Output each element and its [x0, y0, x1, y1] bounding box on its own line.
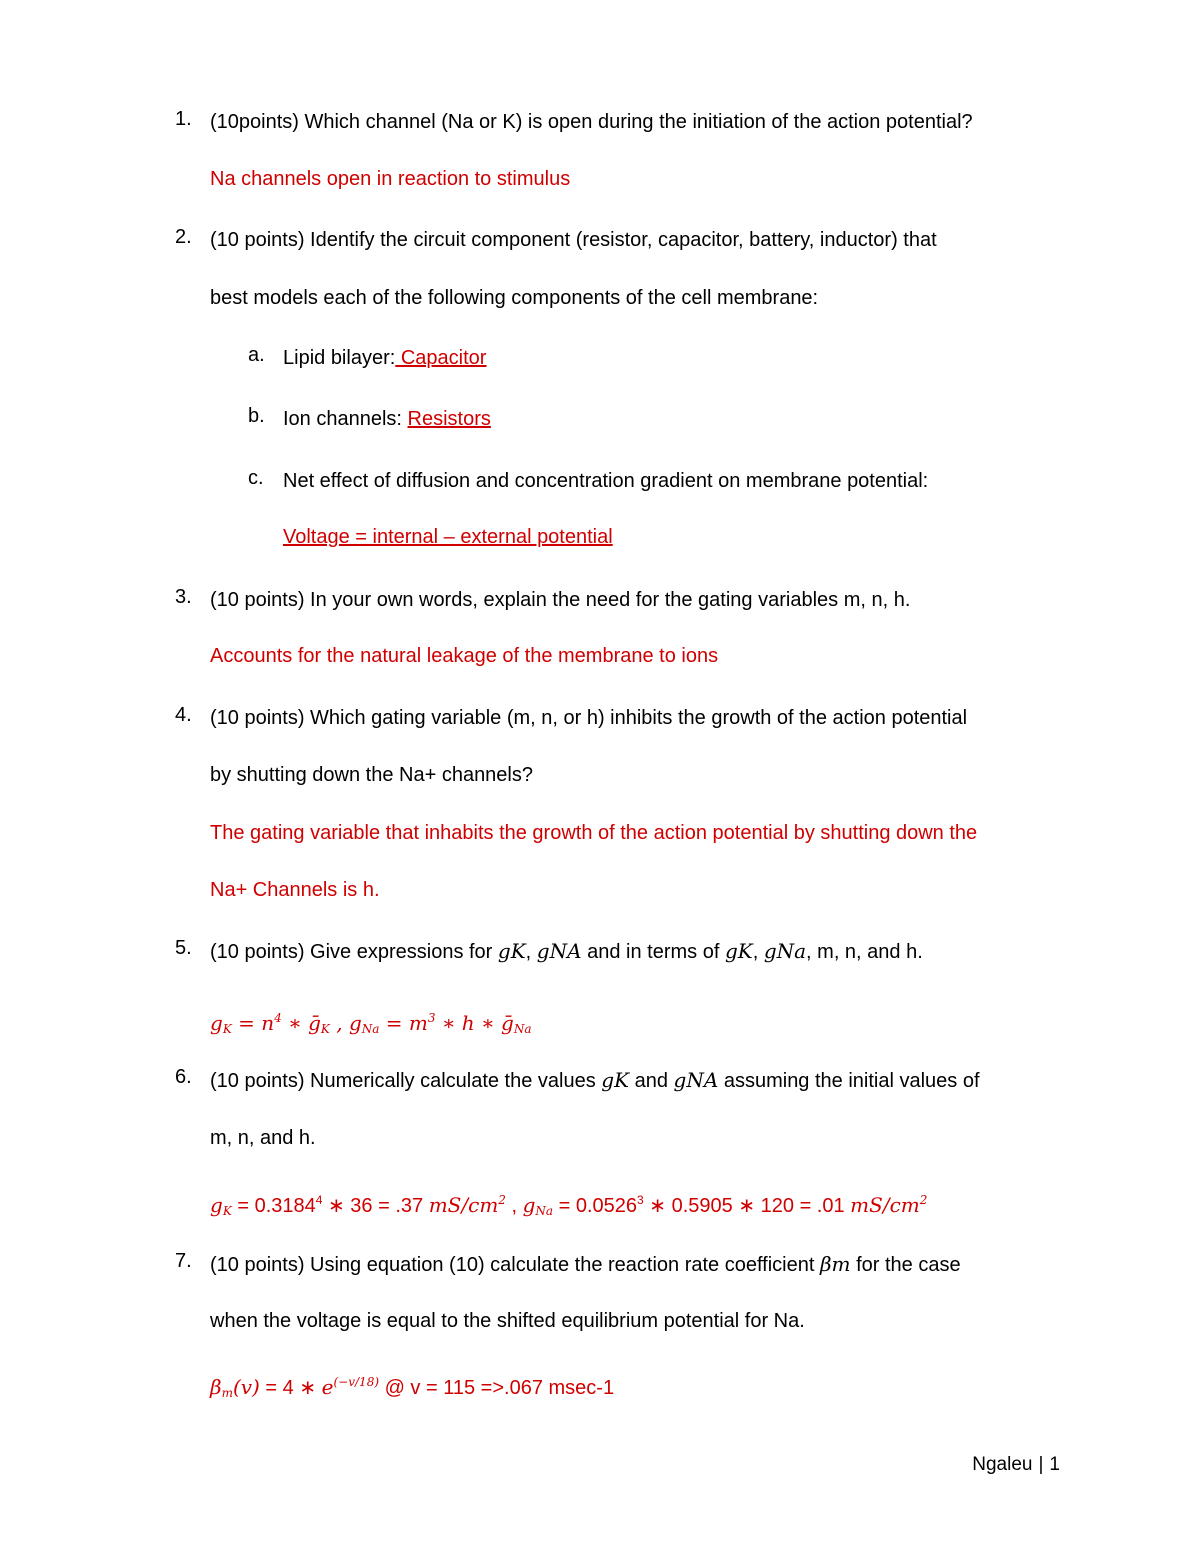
q2a-answer: Capacitor — [395, 347, 487, 369]
footer-author: Ngaleu — [972, 1454, 1033, 1475]
q2c-text: Net effect of diffusion and concentration gradient on membrane potential: — [283, 470, 929, 492]
q2a-item — [283, 344, 486, 372]
q5-ans-m-sup: 3 — [427, 1011, 436, 1025]
q7-question-line2: when the voltage is equal to the shifted equilibrium potential for Na. — [210, 1310, 805, 1332]
page-footer — [972, 1454, 1060, 1476]
q6-ans-part2: ∗ 36 = .37 — [322, 1195, 429, 1217]
q5-gK: gK — [497, 939, 526, 963]
q7-answer-formula — [210, 1368, 614, 1407]
q2b-answer: Resistors — [407, 408, 491, 430]
q5-gNA: gNA — [536, 939, 582, 963]
q3-answer: Accounts for the natural leakage of the membrane to ions — [210, 645, 719, 667]
q5-gK-2: gK — [724, 939, 753, 963]
q5-answer-formula — [210, 1004, 531, 1043]
q2a-label: a. — [248, 344, 265, 366]
q7-beta: βm — [819, 1252, 851, 1276]
q5-ans-mid1: ∗ ḡ — [281, 1011, 321, 1035]
q6-ans-g: g — [210, 1193, 223, 1217]
q2-question-line2: best models each of the following components of the cell membrane: — [210, 287, 819, 309]
q6-ans-g2: g — [522, 1193, 536, 1217]
q6-ans-unitsup1: 2 — [498, 1193, 506, 1207]
q7-number: 7. — [175, 1250, 192, 1272]
q6-text-2: and — [629, 1070, 674, 1092]
q6-answer-formula — [210, 1186, 927, 1225]
q2-number: 2. — [175, 226, 192, 248]
q5-ans-gK: g — [210, 1011, 223, 1035]
q5-ans-gbarNa-sub: Na — [513, 1022, 532, 1036]
q5-text-3: , m, n, and h. — [806, 941, 923, 963]
q4-number: 4. — [175, 704, 192, 726]
q6-ans-part1: = 0.3184 — [231, 1195, 316, 1217]
q7-question-line1 — [210, 1250, 961, 1279]
q7-ans-beta-sub: m — [221, 1386, 233, 1400]
q5-gNa: gNa — [763, 939, 807, 963]
q7-ans-exp: (−v/18) — [333, 1375, 380, 1389]
footer-page-number: 1 — [1049, 1454, 1060, 1475]
q6-gNA: gNA — [673, 1068, 719, 1092]
q6-ans-part3: = 0.0526 — [553, 1195, 638, 1217]
q7-ans-e: e — [321, 1375, 334, 1399]
q1-answer: Na channels open in reaction to stimulus — [210, 168, 571, 190]
q6-ans-sup2: 3 — [637, 1193, 644, 1207]
q6-text-3: assuming the initial values of — [718, 1070, 980, 1092]
q5-text-2: and in terms of — [581, 941, 725, 963]
q6-ans-unitsup2: 2 — [919, 1193, 928, 1207]
q7-ans-rest: @ v = 115 =>.067 msec-1 — [379, 1377, 615, 1399]
q6-ans-unit1: mS/cm — [428, 1193, 499, 1217]
q5-ans-gK-sub: K — [222, 1022, 232, 1036]
q5-number: 5. — [175, 937, 192, 959]
q7-ans-eq: = 4 ∗ — [259, 1377, 322, 1399]
q6-number: 6. — [175, 1066, 192, 1088]
q7-text-2: for the case — [850, 1254, 961, 1276]
q5-ans-sep: , — [329, 1011, 349, 1035]
q3-question: (10 points) In your own words, explain the need for the gating variables m, n, h. — [210, 589, 911, 611]
q5-question — [210, 937, 923, 966]
q4-answer-line2: Na+ Channels is h. — [210, 879, 380, 901]
q2b-text: Ion channels: — [283, 408, 408, 430]
q6-ans-g-sub: K — [222, 1204, 232, 1218]
footer-separator: | — [1038, 1454, 1044, 1475]
q7-text-1: (10 points) Using equation (10) calculate the reaction rate coefficient — [210, 1254, 820, 1276]
q7-ans-beta: β — [210, 1375, 222, 1399]
q4-question-line1: (10 points) Which gating variable (m, n, or h) inhibits the growth of the action potential — [210, 707, 968, 729]
q1-question: (10points) Which channel (Na or K) is open during the initiation of the action potential? — [210, 111, 973, 133]
q2c-answer: Voltage = internal – external potential — [283, 526, 613, 548]
q6-ans-part4: ∗ 0.5905 ∗ 120 = .01 — [643, 1195, 851, 1217]
q5-text-1: (10 points) Give expressions for — [210, 941, 498, 963]
q5-comma-2: , — [752, 941, 764, 963]
q3-number: 3. — [175, 586, 192, 608]
q6-question-line1 — [210, 1066, 980, 1095]
q6-question-line2: m, n, and h. — [210, 1127, 316, 1149]
q7-ans-arg: (v) — [232, 1375, 260, 1399]
q5-ans-eq2: = m — [379, 1011, 428, 1035]
q5-ans-n-sup: 4 — [274, 1011, 282, 1025]
q2b-item — [283, 405, 491, 433]
q1-number: 1. — [175, 108, 192, 130]
q5-ans-gNa: g — [348, 1011, 362, 1035]
q2b-label: b. — [248, 405, 265, 427]
q6-ans-sup1: 4 — [315, 1193, 323, 1207]
q4-question-line2: by shutting down the Na+ channels? — [210, 764, 533, 786]
q6-gK: gK — [601, 1068, 630, 1092]
q6-ans-g2-sub: Na — [535, 1204, 554, 1218]
q5-ans-gbarK-sub: K — [320, 1022, 330, 1036]
q6-text-1: (10 points) Numerically calculate the values — [210, 1070, 602, 1092]
q4-answer-line1: The gating variable that inhabits the growth of the action potential by shutting down the — [210, 822, 978, 844]
q5-comma-1: , — [525, 941, 537, 963]
q2c-label: c. — [248, 467, 264, 489]
q5-ans-eq1: = n — [231, 1011, 275, 1035]
q5-ans-gNa-sub: Na — [361, 1022, 380, 1036]
q5-ans-mid2: ∗ h ∗ ḡ — [435, 1011, 514, 1035]
q6-ans-unit2: mS/cm — [850, 1193, 920, 1217]
q6-ans-sep: , — [505, 1195, 523, 1217]
q2-question-line1: (10 points) Identify the circuit component (resistor, capacitor, battery, inductor) that — [210, 229, 937, 251]
q2a-text: Lipid bilayer: — [283, 347, 396, 369]
